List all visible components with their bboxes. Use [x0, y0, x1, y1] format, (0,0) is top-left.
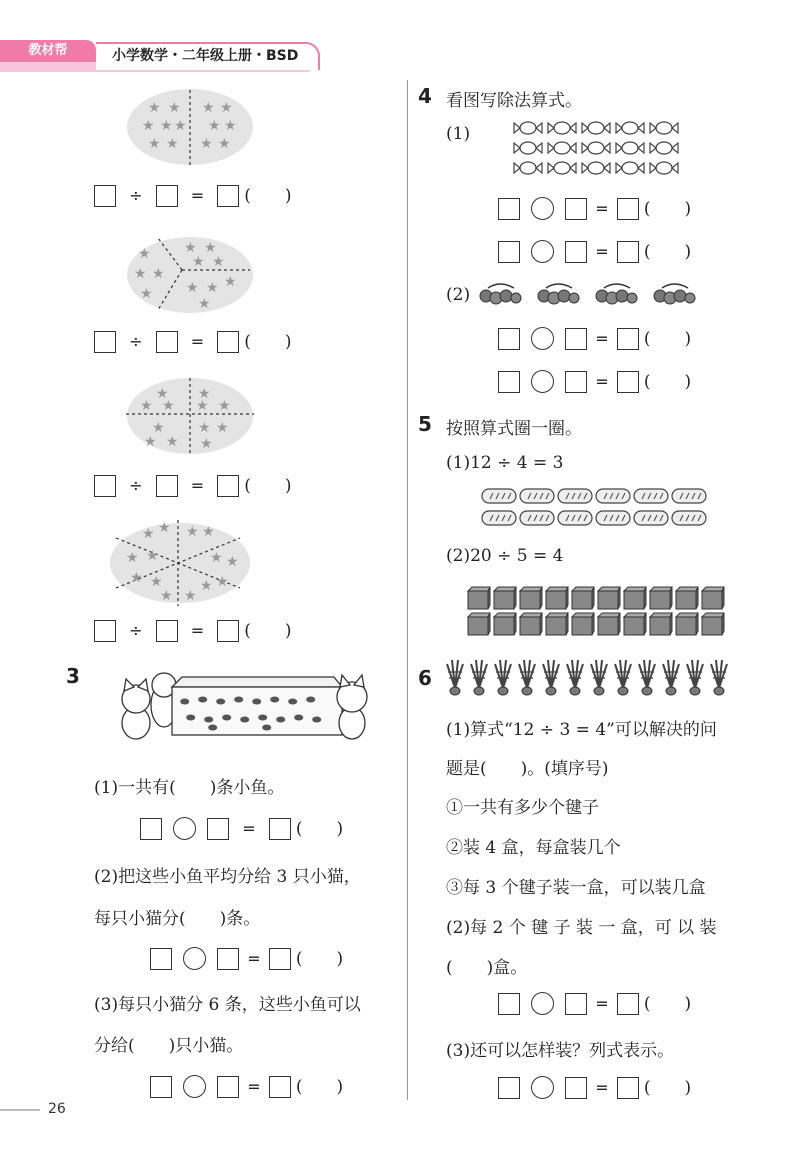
question-number: 5 — [418, 412, 432, 436]
answer-box[interactable] — [617, 198, 639, 220]
svg-text:⬬: ⬬ — [222, 711, 232, 724]
answer-box[interactable] — [156, 475, 178, 497]
answer-box[interactable] — [617, 241, 639, 263]
svg-text:★: ★ — [184, 240, 197, 256]
svg-text:⬬: ⬬ — [204, 713, 214, 726]
svg-text:★: ★ — [200, 136, 213, 152]
operator-circle[interactable] — [531, 1076, 554, 1099]
svg-text:⬬: ⬬ — [208, 721, 218, 734]
svg-text:⬬: ⬬ — [216, 695, 226, 708]
svg-text:⬬: ⬬ — [294, 711, 304, 724]
question-number: 4 — [418, 84, 432, 108]
answer-box[interactable] — [217, 948, 239, 970]
svg-text:★: ★ — [200, 436, 213, 452]
q4-title: 看图写除法算式。 — [446, 91, 582, 111]
operator-circle[interactable] — [173, 817, 196, 840]
svg-text:★: ★ — [140, 398, 153, 414]
equation-q4-2a: = ( ) — [498, 326, 691, 351]
svg-text:★: ★ — [216, 574, 229, 590]
q5-part2: (2)20 ÷ 5 = 4 — [446, 546, 564, 566]
svg-text:★: ★ — [200, 578, 213, 594]
svg-text:★: ★ — [148, 136, 161, 152]
equation-2: ÷ = ( ) — [94, 329, 292, 354]
answer-box[interactable] — [217, 475, 239, 497]
svg-text:★: ★ — [226, 554, 239, 570]
answer-box[interactable] — [565, 198, 587, 220]
svg-text:⬬: ⬬ — [252, 695, 262, 708]
header-subtitle: 小学数学・二年级上册・BSD — [112, 48, 299, 64]
svg-text:⬬: ⬬ — [270, 693, 280, 706]
answer-box[interactable] — [217, 331, 239, 353]
svg-text:★: ★ — [218, 136, 231, 152]
svg-text:⬬: ⬬ — [240, 713, 250, 726]
svg-text:★: ★ — [192, 254, 205, 270]
fruit-bunches-illustration — [478, 278, 704, 308]
svg-text:★: ★ — [224, 118, 237, 134]
operator-circle[interactable] — [531, 992, 554, 1015]
page-header — [0, 40, 330, 74]
shuttlecocks-illustration — [442, 656, 734, 698]
svg-text:★: ★ — [186, 524, 199, 540]
svg-text:★: ★ — [160, 588, 173, 604]
q3-part2-line2: 每只小猫分( )条。 — [94, 909, 261, 929]
svg-text:★: ★ — [148, 100, 161, 116]
equation-q3-2: = ( ) — [150, 946, 343, 971]
q3-part3-line1: (3)每只小猫分 6 条，这些小鱼可以 — [94, 995, 361, 1015]
svg-text:★: ★ — [142, 526, 155, 542]
svg-text:★: ★ — [198, 386, 211, 402]
q3-part2-line1: (2)把这些小鱼平均分给 3 只小猫， — [94, 867, 361, 887]
svg-text:★: ★ — [210, 550, 223, 566]
equation-q4-1b: = ( ) — [498, 239, 691, 264]
svg-text:⬬: ⬬ — [198, 693, 208, 706]
svg-text:★: ★ — [196, 398, 209, 414]
answer-box[interactable] — [565, 328, 587, 350]
answer-box[interactable] — [617, 1077, 639, 1099]
q4-part2-label: (2) — [446, 285, 471, 305]
equation-q4-2b: = ( ) — [498, 369, 691, 394]
answer-box[interactable] — [217, 620, 239, 642]
svg-text:★: ★ — [156, 386, 169, 402]
answer-box[interactable] — [565, 371, 587, 393]
svg-text:★: ★ — [130, 570, 143, 586]
answer-box[interactable] — [617, 371, 639, 393]
answer-box[interactable] — [498, 993, 520, 1015]
svg-text:★: ★ — [152, 266, 165, 282]
answer-box[interactable] — [156, 620, 178, 642]
svg-text:★: ★ — [160, 118, 173, 134]
svg-text:⬬: ⬬ — [234, 693, 244, 706]
question-number: 6 — [418, 666, 432, 690]
q6-option-3: ③每 3 个毽子装一盒，可以装几盒 — [446, 878, 706, 898]
page-number: 26 — [48, 1101, 66, 1117]
operator-circle[interactable] — [531, 197, 554, 220]
svg-text:★: ★ — [204, 240, 217, 256]
equation-3: ÷ = ( ) — [94, 473, 292, 498]
header-tag: 教材帮 — [0, 40, 96, 62]
svg-text:★: ★ — [216, 420, 229, 436]
bread-loaves-illustration — [480, 487, 712, 531]
q6-part2-line2: ( )盒。 — [446, 958, 528, 978]
answer-box[interactable] — [498, 198, 520, 220]
svg-text:★: ★ — [144, 434, 157, 450]
svg-text:★: ★ — [224, 274, 237, 290]
answer-box[interactable] — [498, 328, 520, 350]
star-oval-3 — [100, 370, 280, 465]
q4-part1-label: (1) — [446, 124, 471, 144]
svg-text:★: ★ — [166, 434, 179, 450]
q6-part1-line1: (1)算式“12 ÷ 3 = 4”可以解决的问 — [446, 720, 717, 740]
question-number: 3 — [66, 664, 80, 688]
svg-text:★: ★ — [138, 246, 151, 262]
svg-text:⬬: ⬬ — [306, 693, 316, 706]
svg-text:⬬: ⬬ — [312, 713, 322, 726]
svg-text:★: ★ — [158, 520, 171, 536]
q3-part1: (1)一共有( )条小鱼。 — [94, 778, 285, 798]
svg-text:★: ★ — [202, 524, 215, 540]
svg-text:★: ★ — [146, 548, 159, 564]
svg-text:⬬: ⬬ — [258, 711, 268, 724]
svg-text:★: ★ — [212, 254, 225, 270]
svg-text:★: ★ — [140, 286, 153, 302]
svg-text:★: ★ — [186, 280, 199, 296]
answer-box[interactable] — [269, 818, 291, 840]
cats-fish-tank-illustration — [112, 665, 374, 745]
star-oval-4 — [98, 516, 278, 616]
q6-option-1: ①一共有多少个毽子 — [446, 798, 599, 818]
answer-box[interactable] — [207, 818, 229, 840]
svg-text:★: ★ — [134, 266, 147, 282]
svg-text:★: ★ — [168, 100, 181, 116]
equation-q3-3: = ( ) — [150, 1074, 343, 1099]
svg-text:⬬: ⬬ — [262, 721, 272, 734]
answer-box[interactable] — [217, 1076, 239, 1098]
equation-q6-2: = ( ) — [498, 991, 691, 1016]
candies-illustration — [512, 118, 680, 180]
svg-text:★: ★ — [150, 574, 163, 590]
answer-box[interactable] — [269, 1076, 291, 1098]
svg-text:★: ★ — [152, 420, 165, 436]
answer-box[interactable] — [269, 948, 291, 970]
blocks-illustration — [466, 585, 726, 639]
answer-box[interactable] — [565, 1077, 587, 1099]
svg-text:★: ★ — [142, 118, 155, 134]
q6-part1-line2: 题是( )。(填序号) — [446, 759, 609, 779]
page-number-rule — [0, 1109, 40, 1111]
svg-text:★: ★ — [206, 280, 219, 296]
answer-box[interactable] — [565, 993, 587, 1015]
operator-circle[interactable] — [183, 1075, 206, 1098]
svg-text:★: ★ — [218, 398, 231, 414]
answer-box[interactable] — [498, 1077, 520, 1099]
q6-option-2: ②装 4 盒，每盒装几个 — [446, 838, 621, 858]
answer-box[interactable] — [498, 371, 520, 393]
svg-text:★: ★ — [198, 420, 211, 436]
answer-box[interactable] — [156, 185, 178, 207]
answer-box[interactable] — [94, 475, 116, 497]
q5-title: 按照算式圈一圈。 — [446, 419, 582, 439]
svg-text:★: ★ — [202, 100, 215, 116]
svg-text:★: ★ — [126, 550, 139, 566]
svg-text:★: ★ — [208, 118, 221, 134]
answer-box[interactable] — [94, 185, 116, 207]
svg-text:★: ★ — [166, 136, 179, 152]
svg-text:★: ★ — [198, 296, 211, 312]
answer-box[interactable] — [156, 331, 178, 353]
star-oval-2 — [100, 228, 280, 323]
answer-box[interactable] — [94, 620, 116, 642]
star-oval-1 — [100, 82, 280, 177]
operator-circle[interactable] — [531, 240, 554, 263]
operator-circle[interactable] — [531, 370, 554, 393]
answer-box[interactable] — [140, 818, 162, 840]
q6-part2-line1: (2)每 2 个 毽 子 装 一 盒，可 以 装 — [446, 918, 717, 938]
equation-1: ÷ = ( ) — [94, 183, 292, 208]
svg-text:★: ★ — [162, 398, 175, 414]
equation-q6-3: = ( ) — [498, 1075, 691, 1100]
answer-box[interactable] — [617, 993, 639, 1015]
answer-box[interactable] — [498, 241, 520, 263]
svg-text:⬬: ⬬ — [180, 695, 190, 708]
svg-text:★: ★ — [174, 118, 187, 134]
answer-box[interactable] — [150, 1076, 172, 1098]
q5-part1: (1)12 ÷ 4 = 3 — [446, 453, 564, 473]
answer-box[interactable] — [565, 241, 587, 263]
q3-part3-line2: 分给( )只小猫。 — [94, 1036, 244, 1056]
svg-text:★: ★ — [184, 588, 197, 604]
answer-box[interactable] — [150, 948, 172, 970]
svg-text:⬬: ⬬ — [288, 695, 298, 708]
answer-box[interactable] — [94, 331, 116, 353]
operator-circle[interactable] — [183, 947, 206, 970]
svg-text:⬬: ⬬ — [186, 711, 196, 724]
answer-box[interactable] — [617, 328, 639, 350]
svg-text:★: ★ — [220, 100, 233, 116]
column-divider — [407, 80, 408, 1100]
equation-q3-1: = ( ) — [140, 816, 343, 841]
equation-4: ÷ = ( ) — [94, 618, 292, 643]
q6-part3: (3)还可以怎样装？列式表示。 — [446, 1041, 675, 1061]
operator-circle[interactable] — [531, 327, 554, 350]
svg-text:⬬: ⬬ — [276, 713, 286, 726]
answer-box[interactable] — [217, 185, 239, 207]
equation-q4-1a: = ( ) — [498, 196, 691, 221]
